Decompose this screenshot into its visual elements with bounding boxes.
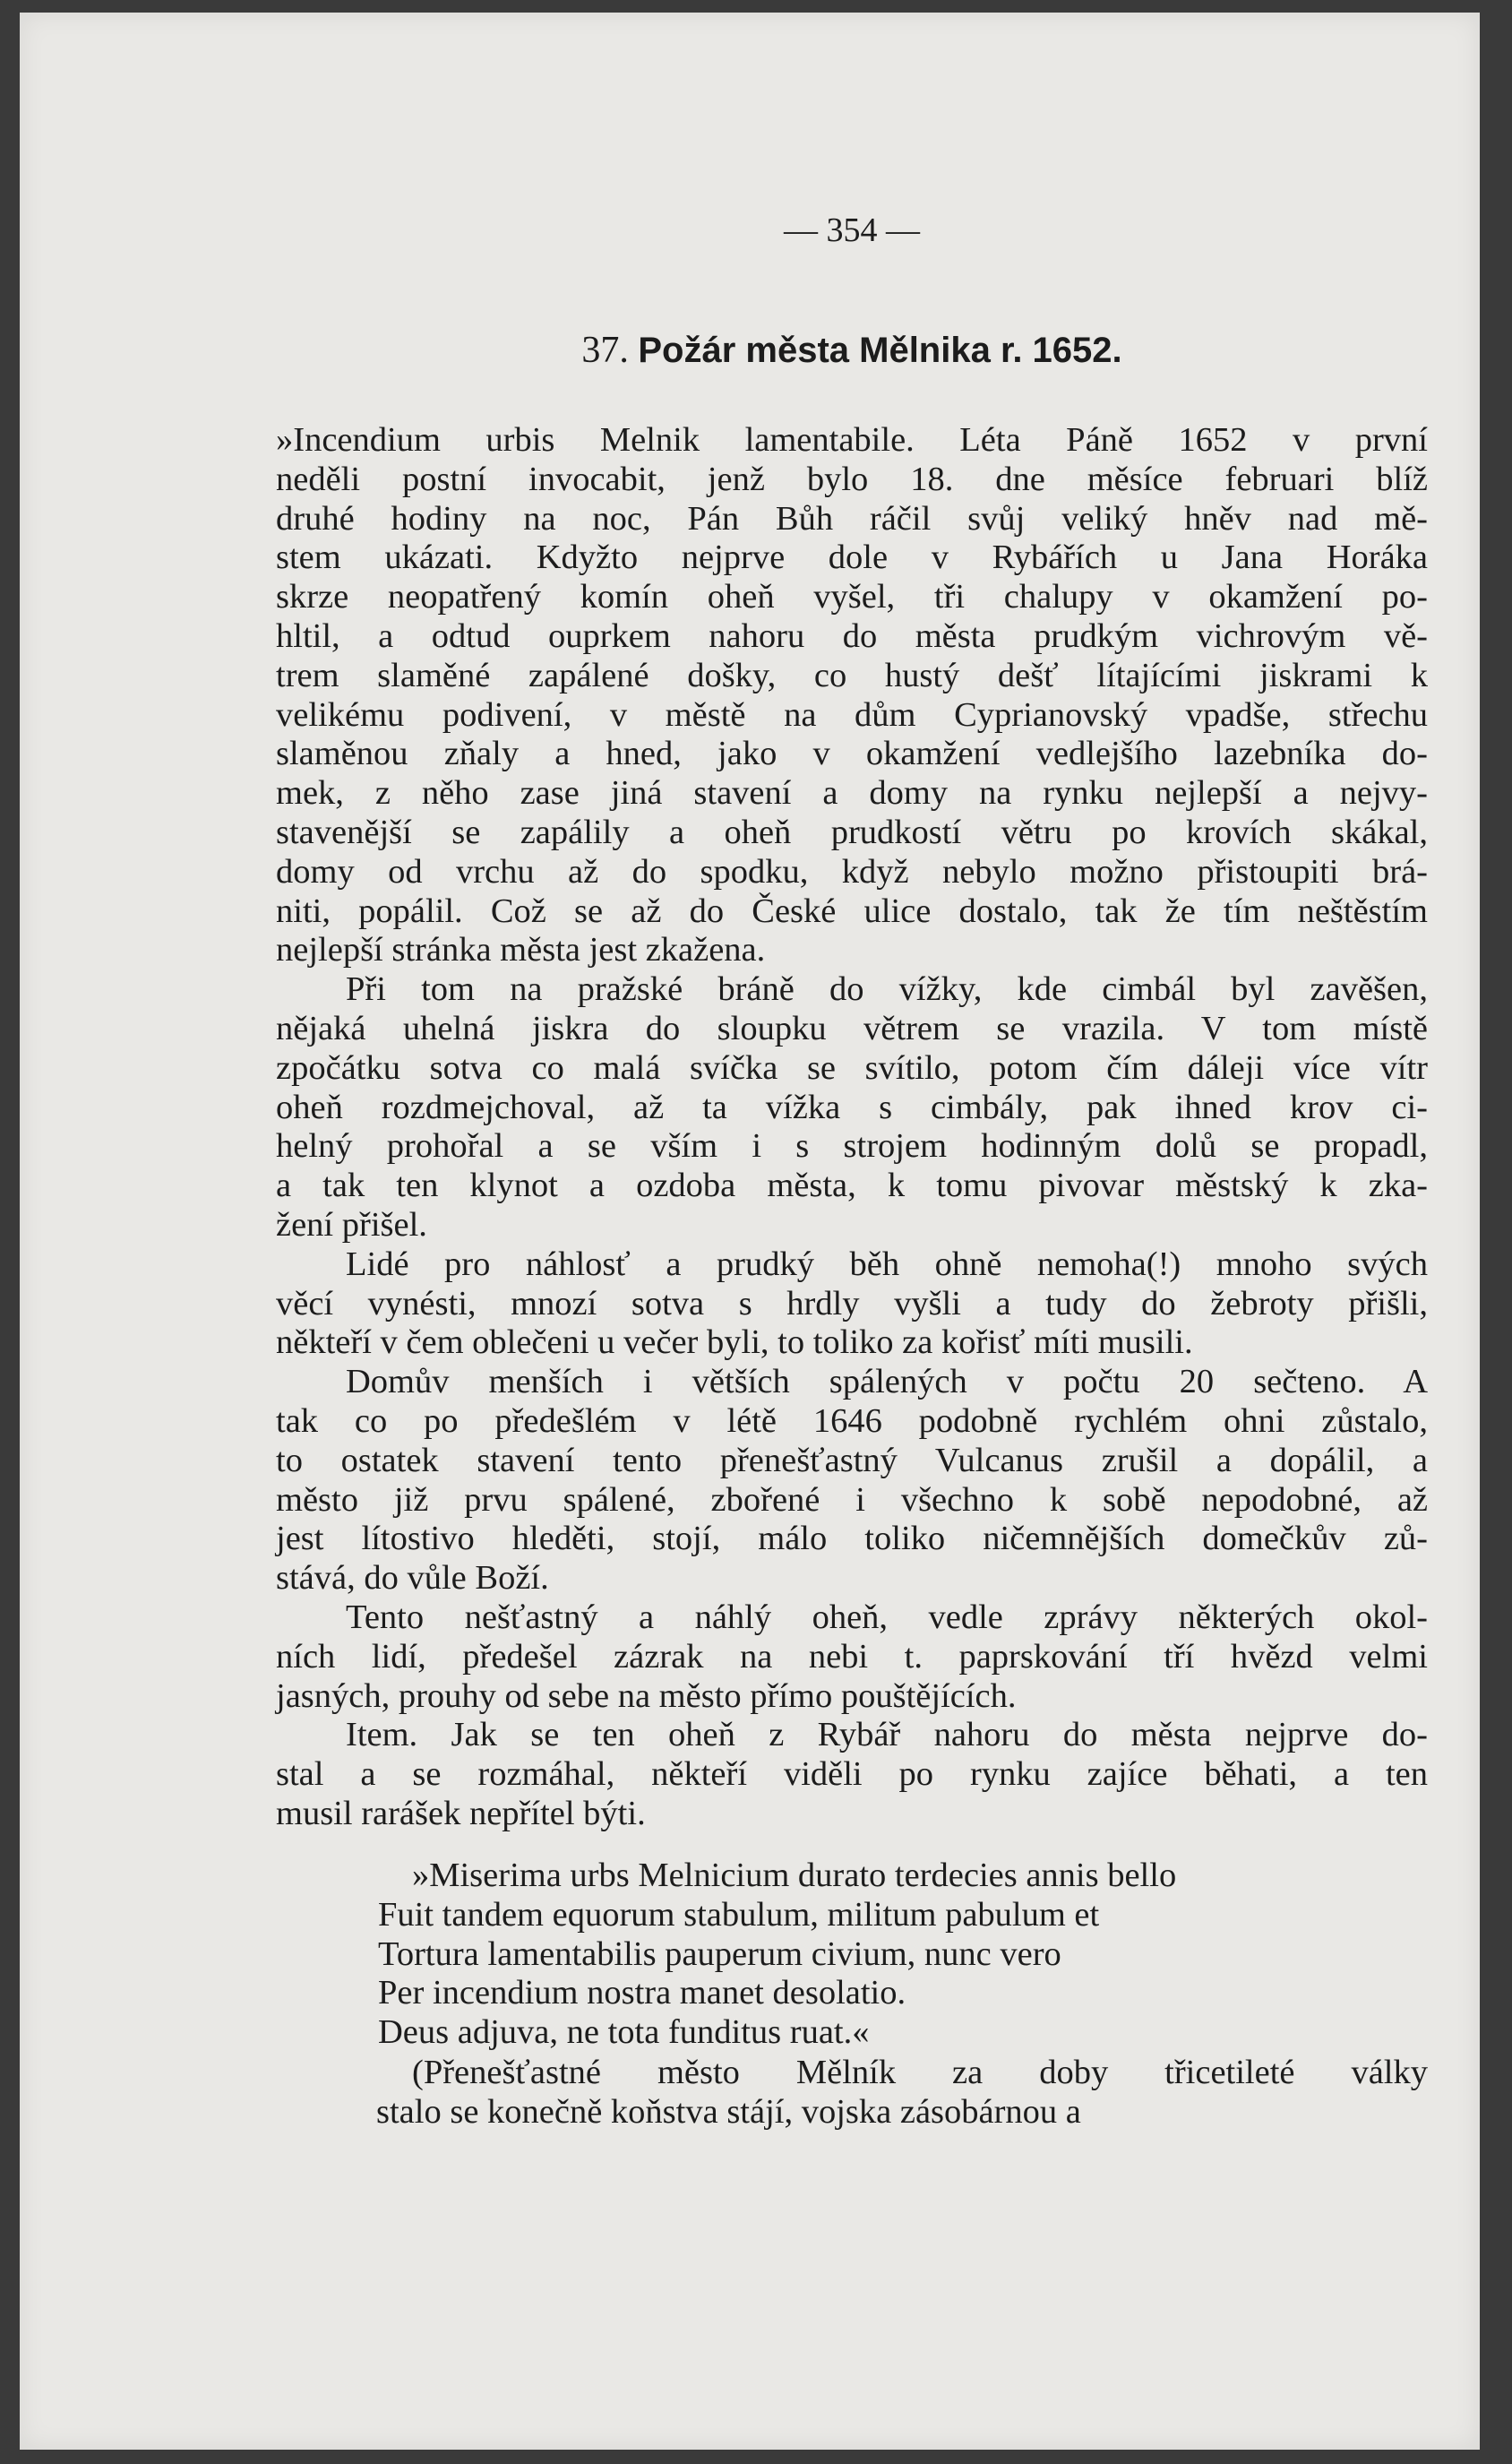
text-line: neděli postní invocabit, jenž bylo 18. dne měsíce februari blíž [276, 460, 1428, 498]
text-line: slaměnou zňaly a hned, jako v okamžení vedlejšího lazebníka do- [276, 735, 1428, 773]
paragraph [276, 970, 1428, 1245]
verse-line: Fuit tandem equorum stabulum, militum pabulum et [378, 1895, 1100, 1934]
text-line: skrze neopatřený komín oheň vyšel, tři chalupy v okamžení po- [276, 578, 1428, 616]
text-line: »Incendium urbis Melnik lamentabile. Léta Páně 1652 v první [276, 421, 1428, 459]
verse-line: Deus adjuva, ne tota funditus ruat.« [378, 2013, 870, 2052]
text-line: niti, popálil. Což se až do České ulice dostalo, tak že tím neštěstím [276, 892, 1428, 930]
text-line: Lidé pro náhlosť a prudký běh ohně nemoha(!) mnoho svých [346, 1245, 1428, 1283]
text-line: Item. Jak se ten oheň z Rybář nahoru do města nejprve do- [346, 1716, 1428, 1754]
text-line: oheň rozdmejchoval, až ta vížka s cimbály, pak ihned krov ci- [276, 1088, 1428, 1126]
chronicle-text [276, 421, 1428, 1834]
text-line: jest lítostivo hleděti, stojí, málo toliko ničemnějších domečkův zů- [276, 1520, 1428, 1558]
paragraph [276, 1598, 1428, 1716]
text-line: helný prohořal a se vším i s strojem hodinným dolů se propadl, [276, 1127, 1428, 1166]
text-line: Domův menších i větších spálených v počtu 20 sečteno. A [346, 1363, 1428, 1401]
text-line: stem ukázati. Kdyžto nejprve dole v Rybářích u Jana Horáka [276, 538, 1428, 577]
text-line: věcí vynésti, mnozí sotva s hrdly vyšli a tudy do žebroty přišli, [276, 1284, 1428, 1322]
paragraph [276, 1363, 1428, 1598]
paragraph [276, 421, 1428, 970]
text-line: musil rarášek nepřítel býti. [276, 1794, 646, 1832]
text-line: město již prvu spálené, zbořené i všechno k sobě nepodobné, až [276, 1480, 1428, 1519]
text-line: stal a se rozmáhal, někteří viděli po rynku zajíce běhati, a ten [276, 1755, 1428, 1794]
text-line: trem slaměné zapálené došky, co hustý dešť lítajícími jiskrami k [276, 656, 1428, 694]
note-line: (Přenešťastné město Mělník za doby třicetileté války [412, 2054, 1428, 2091]
note-line: stalo se konečně koňstva stájí, vojska zásobárnou a [376, 2092, 1081, 2131]
chapter-heading [276, 332, 1428, 371]
text-line: tak co po předešlém v létě 1646 podobně rychlém ohni zůstalo, [276, 1401, 1428, 1440]
text-line: mek, z něho zase jiná stavení a domy na rynku nejlepší a nejvy- [276, 774, 1428, 813]
verse-line: Tortura lamentabilis pauperum civium, nunc vero [378, 1934, 1061, 1973]
paragraph [276, 1716, 1428, 1833]
text-line: a tak ten klynot a ozdoba města, k tomu pivovar městský k zka- [276, 1167, 1428, 1205]
text-line: druhé hodiny na noc, Pán Bůh ráčil svůj veliký hněv nad mě- [276, 499, 1428, 538]
text-line: nejlepší stránka města jest zkažena. [276, 931, 766, 969]
page-number: — 354 — [784, 211, 920, 249]
text-line: Při tom na pražské bráně do vížky, kde cimbál byl zavěšen, [346, 970, 1428, 1009]
text-line: domy od vrchu až do spodku, když nebylo možno přistoupiti brá- [276, 852, 1428, 891]
text-line: někteří v čem oblečeni u večer byli, to toliko za kořisť míti musili. [276, 1323, 1193, 1362]
text-line: velikému podivení, v městě na dům Cyprianovský vpadše, střechu [276, 695, 1428, 734]
text-line: Tento nešťastný a náhlý oheň, vedle zprávy některých okol- [346, 1598, 1428, 1636]
text-line: ních lidí, předešel zázrak na nebi t. paprskování tří hvězd velmi [276, 1637, 1428, 1676]
paragraph [276, 1245, 1428, 1363]
text-line: jasných, prouhy od sebe na město přímo pouštějících. [276, 1676, 1017, 1715]
text-line: zpočátku sotva co malá svíčka se svítilo, potom čím dáleji více vítr [276, 1048, 1428, 1087]
book-page [20, 13, 1480, 2450]
verse-line: Per incendium nostra manet desolatio. [378, 1974, 906, 2012]
text-line: to ostatek stavení tento přenešťastný Vulcanus zrušil a dopálil, a [276, 1441, 1428, 1479]
verse-line: »Miserima urbs Melnicium durato terdecies annis bello [412, 1857, 1177, 1894]
text-line: stavenější se zapálily a oheň prudkostí větru po krovích skákal, [276, 813, 1428, 851]
chapter-title: Požár města Mělnika r. 1652. [638, 331, 1122, 370]
text-line: hltil, a odtud ouprkem nahoru do města prudkým vichrovým vě- [276, 616, 1428, 655]
text-line: žení přišel. [276, 1205, 427, 1244]
text-line: nějaká uhelná jiskra do sloupku větrem se vrazila. V tom místě [276, 1009, 1428, 1047]
text-line: stává, do vůle Boží. [276, 1559, 549, 1598]
translation-note [276, 2054, 1428, 2132]
latin-verse [276, 1857, 1428, 2053]
chapter-number: 37. [581, 330, 629, 371]
